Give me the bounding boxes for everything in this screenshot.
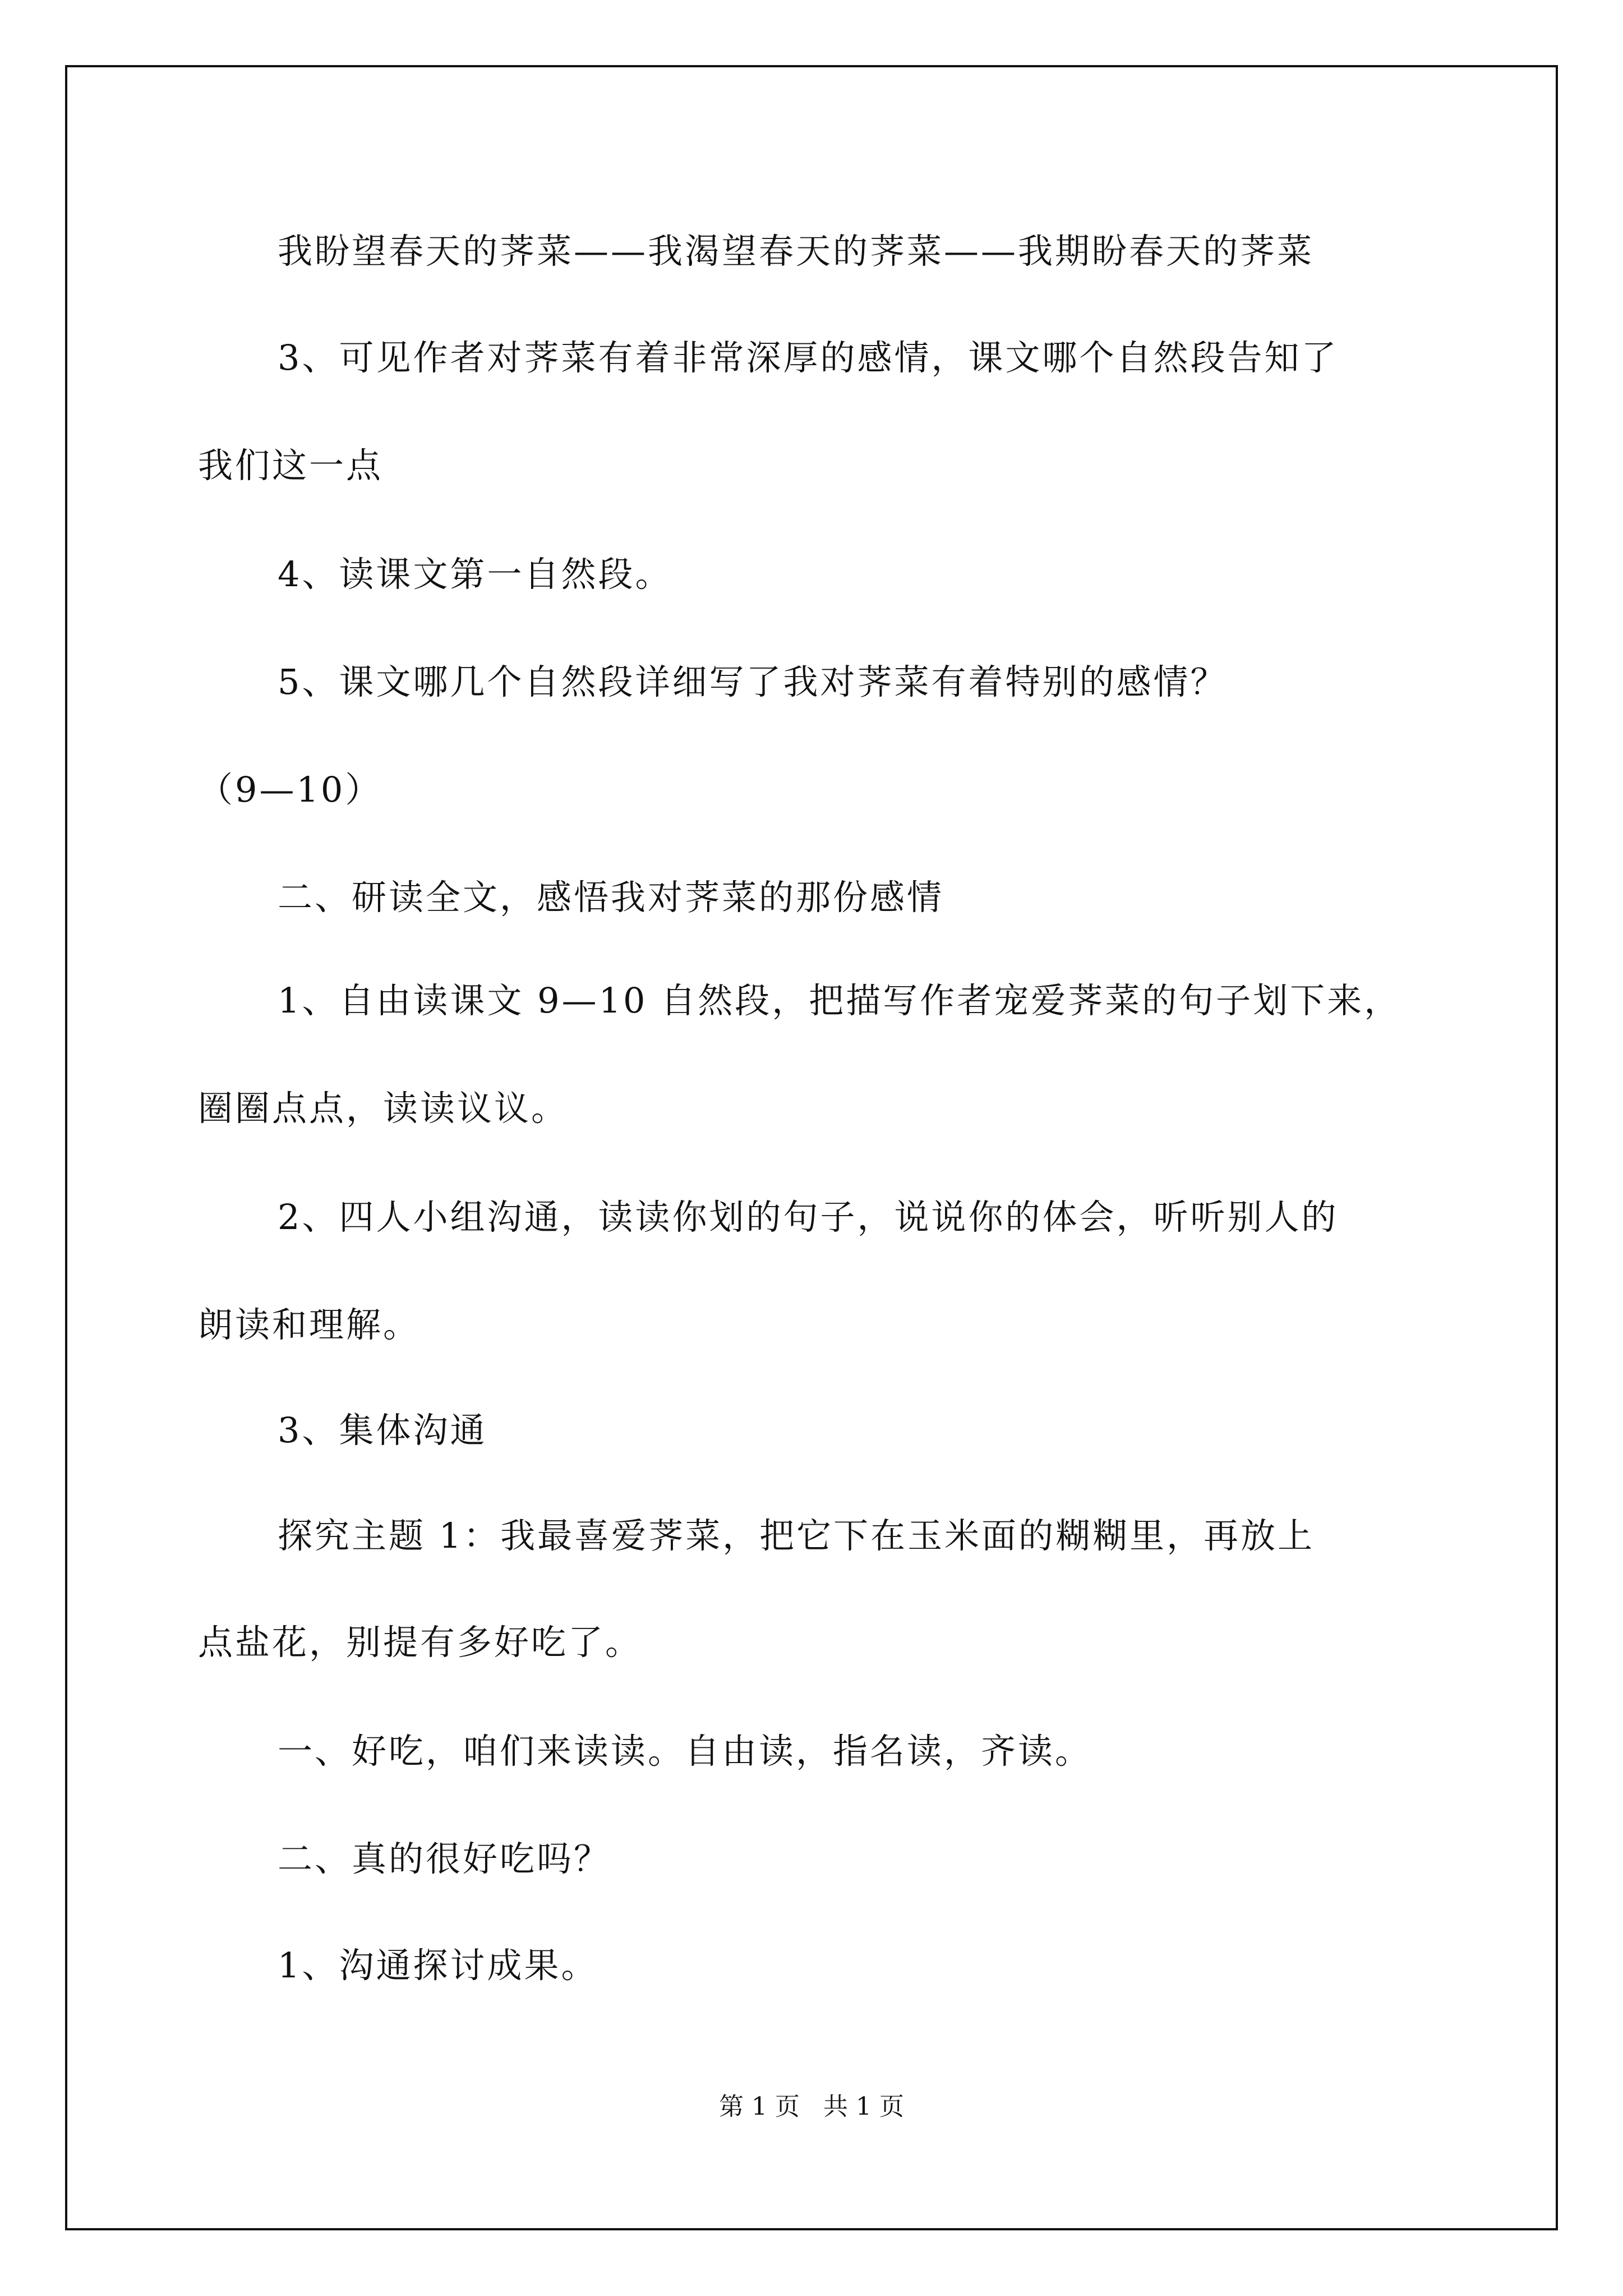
paragraph-line: 朗读和理解。 [198, 1304, 421, 1345]
paragraph-line: 3、集体沟通 [278, 1410, 487, 1451]
paragraph-line: 我们这一点 [198, 445, 384, 486]
paragraph-line: 我盼望春天的荠菜——我渴望春天的荠菜——我期盼春天的荠菜 [278, 231, 1315, 272]
paragraph-line: 探究主题 1：我最喜爱荠菜，把它下在玉米面的糊糊里，再放上 [278, 1515, 1315, 1556]
paragraph-line: 3、可见作者对荠菜有着非常深厚的感情，课文哪个自然段告知了 [278, 337, 1339, 378]
paragraph-line: 5、课文哪几个自然段详细写了我对荠菜有着特别的感情？ [278, 661, 1228, 702]
page-footer: 第 1 页 共 1 页 [719, 2092, 904, 2121]
paragraph-line: 点盐花，别提有多好吃了。 [198, 1622, 643, 1663]
paragraph-line: 一、好吃，咱们来读读。自由读，指名读，齐读。 [278, 1731, 1092, 1772]
paragraph-line: 圈圈点点，读读议议。 [198, 1088, 569, 1129]
paragraph-line: 2、四人小组沟通，读读你划的句子，说说你的体会，听听别人的 [278, 1197, 1339, 1237]
paragraph-line: 1、沟通探讨成果。 [278, 1945, 598, 1986]
paragraph-line: 4、读课文第一自然段。 [278, 554, 672, 595]
paragraph-line: （9—10） [198, 769, 382, 810]
paragraph-line: 二、研读全文，感悟我对荠菜的那份感情 [278, 877, 944, 918]
page-border [65, 65, 1558, 2230]
paragraph-line: 二、真的很好吃吗？ [278, 1838, 611, 1879]
paragraph-line: 1、自由读课文 9—10 自然段，把描写作者宠爱荠菜的句子划下来， [278, 980, 1401, 1021]
